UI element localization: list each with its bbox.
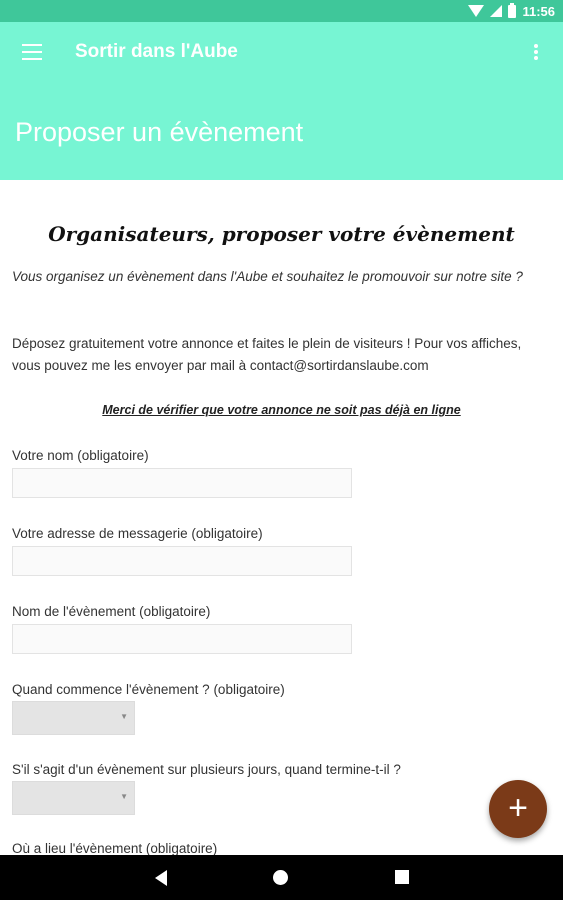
page-title: Proposer un évènement — [15, 117, 304, 147]
chevron-down-icon: ▼ — [120, 712, 128, 721]
menu-icon[interactable] — [22, 44, 42, 60]
status-icons — [468, 3, 555, 19]
app-title: Sortir dans l'Aube — [75, 41, 238, 62]
more-options-icon[interactable] — [533, 44, 539, 62]
status-bar — [0, 0, 563, 22]
name-field[interactable] — [12, 468, 352, 498]
home-icon[interactable] — [273, 870, 288, 885]
wifi-icon — [468, 5, 484, 17]
start-date-label: Quand commence l'évènement ? (obligatoire) — [12, 682, 285, 697]
chevron-down-icon: ▼ — [120, 792, 128, 801]
recent-apps-icon[interactable] — [395, 870, 409, 884]
battery-icon — [508, 5, 516, 18]
content[interactable] — [0, 180, 563, 855]
event-name-label: Nom de l'évènement (obligatoire) — [12, 604, 211, 619]
email-label: Votre adresse de messagerie (obligatoire) — [12, 526, 263, 541]
add-button[interactable]: + — [489, 780, 547, 838]
signal-icon — [490, 5, 502, 17]
status-time: 11:56 — [522, 3, 555, 19]
navigation-bar — [0, 855, 563, 900]
end-date-label: S'il s'agit d'un évènement sur plusieurs jours, quand termine-t-il ? — [12, 762, 401, 777]
location-label: Où a lieu l'évènement (obligatoire) — [12, 841, 218, 855]
name-label: Votre nom (obligatoire) — [12, 448, 149, 463]
check-note[interactable]: Merci de vérifier que votre annonce ne soit pas déjà en ligne — [102, 403, 461, 417]
app-bar — [0, 22, 563, 180]
email-field[interactable] — [12, 546, 352, 576]
back-icon[interactable] — [155, 870, 167, 886]
intro-text: Vous organisez un évènement dans l'Aube et souhaitez le promouvoir sur notre site ? — [12, 269, 523, 284]
form-heading: Organisateurs, proposer votre évènement — [48, 222, 515, 246]
end-date-select[interactable] — [12, 781, 135, 815]
event-name-field[interactable] — [12, 624, 352, 654]
body-text: Déposez gratuitement votre annonce et faites le plein de visiteurs ! Pour vos affiches, vous pouvez me les envoyer par mail à contact@sortirdanslaube.com — [12, 336, 522, 373]
start-date-select[interactable] — [12, 701, 135, 735]
